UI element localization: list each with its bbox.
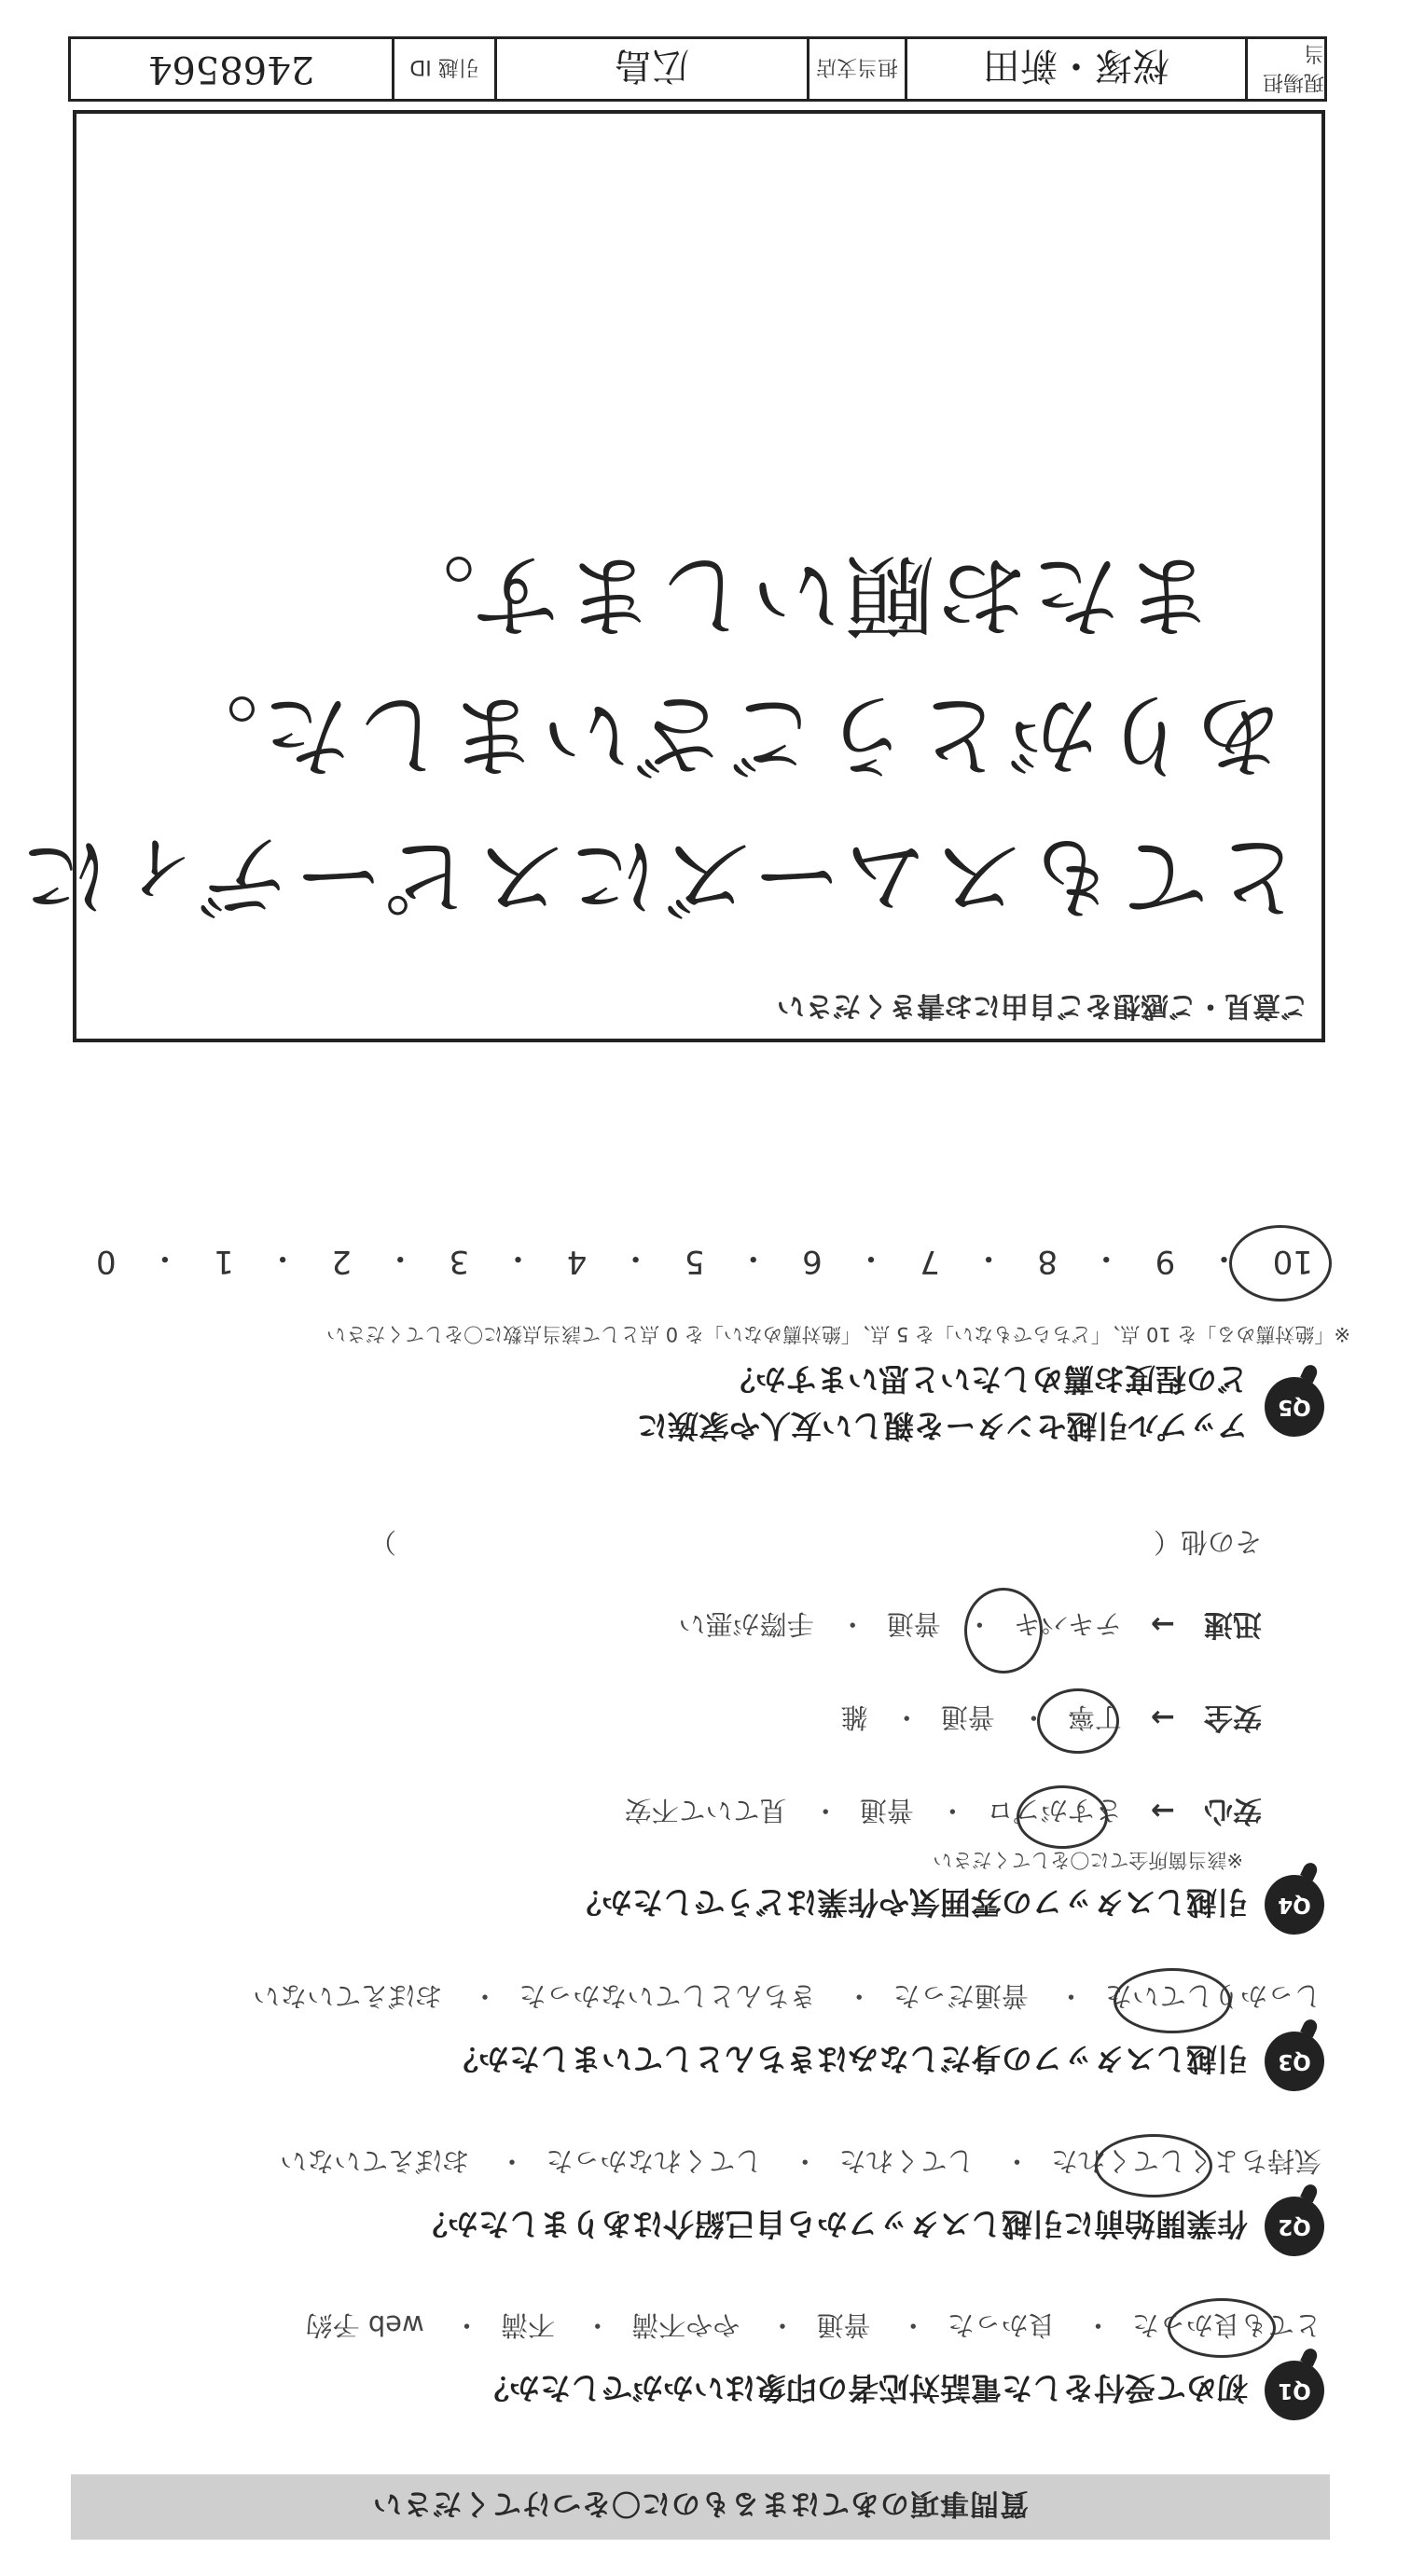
q4-other[interactable]: その他（ ）	[368, 1526, 1262, 1558]
branch-value: 広島	[615, 44, 689, 88]
q3-options: しっかりしていた・ 普通だった・ きちんとしていなかった・ おぼえていない	[253, 1980, 1321, 2012]
q5-scale-10[interactable]: 10	[1272, 1243, 1313, 1280]
q4-row-label: 安心	[1204, 1794, 1262, 1827]
q5-scale-7[interactable]: 7	[920, 1243, 940, 1280]
q4-option[interactable]: テキパキ	[1013, 1608, 1122, 1640]
q4-note: ※該当箇所全てに〇をしてください	[933, 1849, 1243, 1871]
comment-line-1: とてもスムーズにスピーディに	[17, 824, 1303, 929]
q3-option-1[interactable]: しっかりしていた	[1104, 1980, 1321, 2012]
q2-option-3[interactable]: してくれなかった	[546, 2145, 763, 2177]
q4-jinsoku-answer-circle	[964, 1588, 1043, 1674]
q4-question: 引越しスタッフの雰囲気や作業はどうでしたか？	[571, 1884, 1248, 1921]
q1-option-3[interactable]: 普通	[816, 2309, 871, 2341]
q4-option[interactable]: 普通	[886, 1608, 941, 1640]
scale-separator: ・	[854, 1239, 887, 1277]
q5-note: ※「絶対薦める」を 10 点、「どちらでもない」を 5 点、「絶対薦めない」を 0 点として該当点数に〇をしてください	[326, 1323, 1350, 1345]
q3-option-4[interactable]: おぼえていない	[253, 1980, 443, 2012]
q3-answer-circle	[1114, 1968, 1231, 2033]
leader-label-cell: 現場担当	[1245, 39, 1324, 99]
q4-row-label: 迅速	[1204, 1607, 1262, 1641]
q4-option[interactable]: 普通	[859, 1795, 914, 1826]
q1-answer-circle	[1168, 2298, 1276, 2358]
leader-value-cell	[905, 39, 1245, 99]
q5-scale-4[interactable]: 4	[566, 1243, 588, 1280]
id-value: 2468564	[147, 48, 315, 90]
scale-separator: ・	[737, 1239, 769, 1277]
q5-scale-1[interactable]: 1	[214, 1243, 234, 1280]
scale-separator: ・	[267, 1239, 299, 1277]
q4-option[interactable]: 見ていて不安	[624, 1795, 787, 1826]
id-value-cell	[71, 39, 392, 99]
q4-badge: Q4	[1265, 1875, 1324, 1935]
scale-separator: ・	[619, 1239, 652, 1277]
q1-option-6[interactable]: web 予約	[305, 2309, 424, 2341]
q4-anzen-answer-circle	[1037, 1688, 1119, 1754]
q1-badge: Q1	[1265, 2361, 1324, 2420]
q5-answer-circle	[1229, 1225, 1332, 1302]
q5-scale-2[interactable]: 2	[331, 1243, 352, 1280]
comment-line-2: ありがとうございました。	[165, 682, 1284, 787]
scale-separator: ・	[148, 1239, 181, 1277]
q1-question: 初めて受付をした電話対応者の印象はいかがでしたか？	[478, 2370, 1248, 2406]
q5-question-line2: どの程度お薦めしたいと思いますか？	[725, 1361, 1248, 1398]
q4-row-anshin: 安心 → さすがプロ・ 普通・ 見ていて不安	[624, 1794, 1262, 1827]
scale-separator: ・	[1208, 1239, 1240, 1277]
staff-info-table	[68, 36, 1327, 102]
q4-option[interactable]: 普通	[940, 1701, 995, 1733]
id-label-cell: 引越 ID	[392, 39, 494, 99]
q2-option-4[interactable]: おぼえていない	[280, 2145, 470, 2177]
q4-row-label: 安全	[1204, 1701, 1262, 1734]
instruction-banner: 質問事項のあてはまるものに〇をつけてください	[71, 2474, 1330, 2540]
q1-option-4[interactable]: やや不満	[631, 2309, 740, 2341]
q5-scale-8[interactable]: 8	[1037, 1243, 1058, 1280]
leader-value: 桜塚・新田	[983, 44, 1169, 88]
comment-line-3: またお願いします。	[381, 543, 1214, 647]
q5-scale-6[interactable]: 6	[802, 1243, 823, 1280]
q4-anshin-answer-circle	[1017, 1785, 1108, 1849]
q2-option-2[interactable]: してくれた	[838, 2145, 975, 2177]
scale-separator: ・	[1090, 1239, 1123, 1277]
q5-badge: Q5	[1265, 1377, 1324, 1437]
q5-scale-3[interactable]: 3	[449, 1243, 470, 1280]
scale-separator: ・	[973, 1239, 1005, 1277]
branch-value-cell	[494, 39, 807, 99]
q4-row-jinsoku: 迅速 → テキパキ・ 普通・ 手際が悪い	[678, 1607, 1262, 1641]
q2-question: 作業開始前に引越しスタッフから自己紹介はありましたか？	[417, 2206, 1248, 2242]
q5-question-line1: アップル引越センターを親しい友人や家族に	[636, 1408, 1248, 1444]
q5-scale-9[interactable]: 9	[1155, 1243, 1176, 1280]
q4-option[interactable]: 雑	[840, 1701, 868, 1733]
q1-option-5[interactable]: 不満	[500, 2309, 555, 2341]
q5-scale	[96, 1233, 1313, 1289]
q2-badge: Q2	[1265, 2197, 1324, 2256]
q5-scale-0[interactable]: 0	[96, 1243, 117, 1280]
scale-separator: ・	[384, 1239, 417, 1277]
q4-option[interactable]: 丁寧	[1067, 1701, 1122, 1733]
q4-row-anzen: 安全 → 丁寧・ 普通・ 雑	[840, 1701, 1262, 1734]
q4-option[interactable]: 手際が悪い	[678, 1608, 814, 1640]
q2-answer-circle	[1095, 2134, 1212, 2197]
comment-header: ご意見・ご感想をご自由にお書きください	[777, 989, 1308, 1022]
q1-options: とても良かった・ 良かった・ 普通・ やや不満・ 不満・ web 予約	[305, 2309, 1321, 2341]
q3-question: 引越しスタッフの身だしなみはきちんとしていましたか？	[448, 2041, 1248, 2077]
q5-scale-5[interactable]: 5	[684, 1243, 705, 1280]
q3-option-3[interactable]: きちんとしていなかった	[519, 1980, 817, 2012]
branch-label-cell: 担当支店	[807, 39, 905, 99]
q1-option-1[interactable]: とても良かった	[1131, 2309, 1321, 2341]
q3-badge: Q3	[1265, 2032, 1324, 2091]
q3-option-2[interactable]: 普通だった	[892, 1980, 1029, 2012]
q4-option[interactable]: さすがプロ	[986, 1795, 1122, 1826]
q1-option-2[interactable]: 良かった	[947, 2309, 1056, 2341]
q2-options: 気持ちよくしてくれた・ してくれた・ してくれなかった・ おぼえていない	[280, 2145, 1321, 2177]
scale-separator: ・	[502, 1239, 534, 1277]
comment-box[interactable]	[17, 110, 1325, 1042]
q2-option-1[interactable]: 気持ちよくしてくれた	[1050, 2145, 1321, 2177]
